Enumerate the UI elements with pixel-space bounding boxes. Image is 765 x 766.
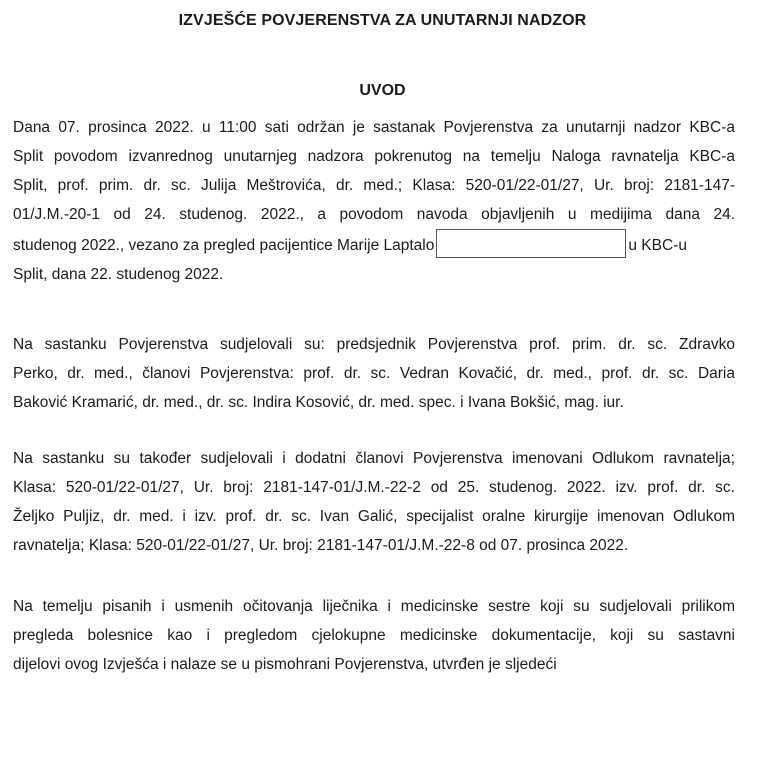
paragraph-findings-basis bbox=[13, 592, 735, 679]
paragraph-line: Na temelju pisanih i usmenih očitovanja liječnika i medicinske sestre koji su sudjelovali prilikom bbox=[13, 598, 735, 615]
section-heading: UVOD bbox=[359, 82, 406, 99]
paragraph-participants bbox=[13, 330, 735, 417]
paragraph-line: Perko, dr. med., članovi Povjerenstva: prof. dr. sc. Vedran Kovačić, dr. med., prof. dr. sc. Daria bbox=[13, 365, 735, 382]
paragraph-intro bbox=[13, 113, 735, 289]
paragraph-additional-members bbox=[13, 444, 735, 560]
redaction-box bbox=[436, 229, 626, 258]
redaction-suffix-text: u KBC-u bbox=[628, 237, 687, 254]
paragraph-line: Na sastanku su također sudjelovali i dodatni članovi Povjerenstva imenovani Odlukom ravnatelja; bbox=[13, 450, 735, 467]
paragraph-line: dijelovi ovog Izvješća i nalaze se u pismohrani Povjerenstva, utvrđen je sljedeći bbox=[13, 656, 557, 673]
redaction-prefix-text: studenog 2022., vezano za pregled pacijentice Marije Laptalo bbox=[13, 237, 435, 254]
paragraph-line: Željko Puljiz, dr. med. i izv. prof. dr. sc. Ivan Galić, specijalist oralne kirurgije imenovan Odlukom bbox=[13, 508, 735, 525]
paragraph-line: Split povodom izvanrednog unutarnjeg nadzora pokrenutog na temelju Naloga ravnatelja KBC-a bbox=[13, 148, 735, 165]
paragraph-line: Na sastanku Povjerenstva sudjelovali su: predsjednik Povjerenstva prof. prim. dr. sc. Zdravko bbox=[13, 336, 735, 353]
paragraph-line: Split, dana 22. studenog 2022. bbox=[13, 266, 224, 283]
paragraph-line-with-redaction bbox=[13, 229, 735, 260]
paragraph-line: Split, prof. prim. dr. sc. Julija Meštrovića, dr. med.; Klasa: 520-01/22-01/27, Ur. broj: 2181-147- bbox=[13, 177, 735, 194]
paragraph-line: Dana 07. prosinca 2022. u 11:00 sati održan je sastanak Povjerenstva za unutarnji nadzor KBC-a bbox=[13, 119, 735, 136]
paragraph-line: 01/J.M.-20-1 od 24. studenog. 2022., a povodom navoda objavljenih u medijima dana 24. bbox=[13, 206, 735, 223]
document-title: IZVJEŠĆE POVJERENSTVA ZA UNUTARNJI NADZOR bbox=[178, 12, 587, 29]
paragraph-line: ravnatelja; Klasa: 520-01/22-01/27, Ur. broj: 2181-147-01/J.M.-22-8 od 07. prosinca 2022. bbox=[13, 537, 629, 554]
paragraph-line: Baković Kramarić, dr. med., dr. sc. Indira Kosović, dr. med. spec. i Ivana Bokšić, mag. iur. bbox=[13, 394, 624, 411]
paragraph-line: Klasa: 520-01/22-01/27, Ur. broj: 2181-147-01/J.M.-22-2 od 25. studenog. 2022. izv. prof. dr. sc. bbox=[13, 479, 735, 496]
paragraph-line: pregleda bolesnice kao i pregledom cjelokupne medicinske dokumentacije, koji su sastavni bbox=[13, 627, 735, 644]
